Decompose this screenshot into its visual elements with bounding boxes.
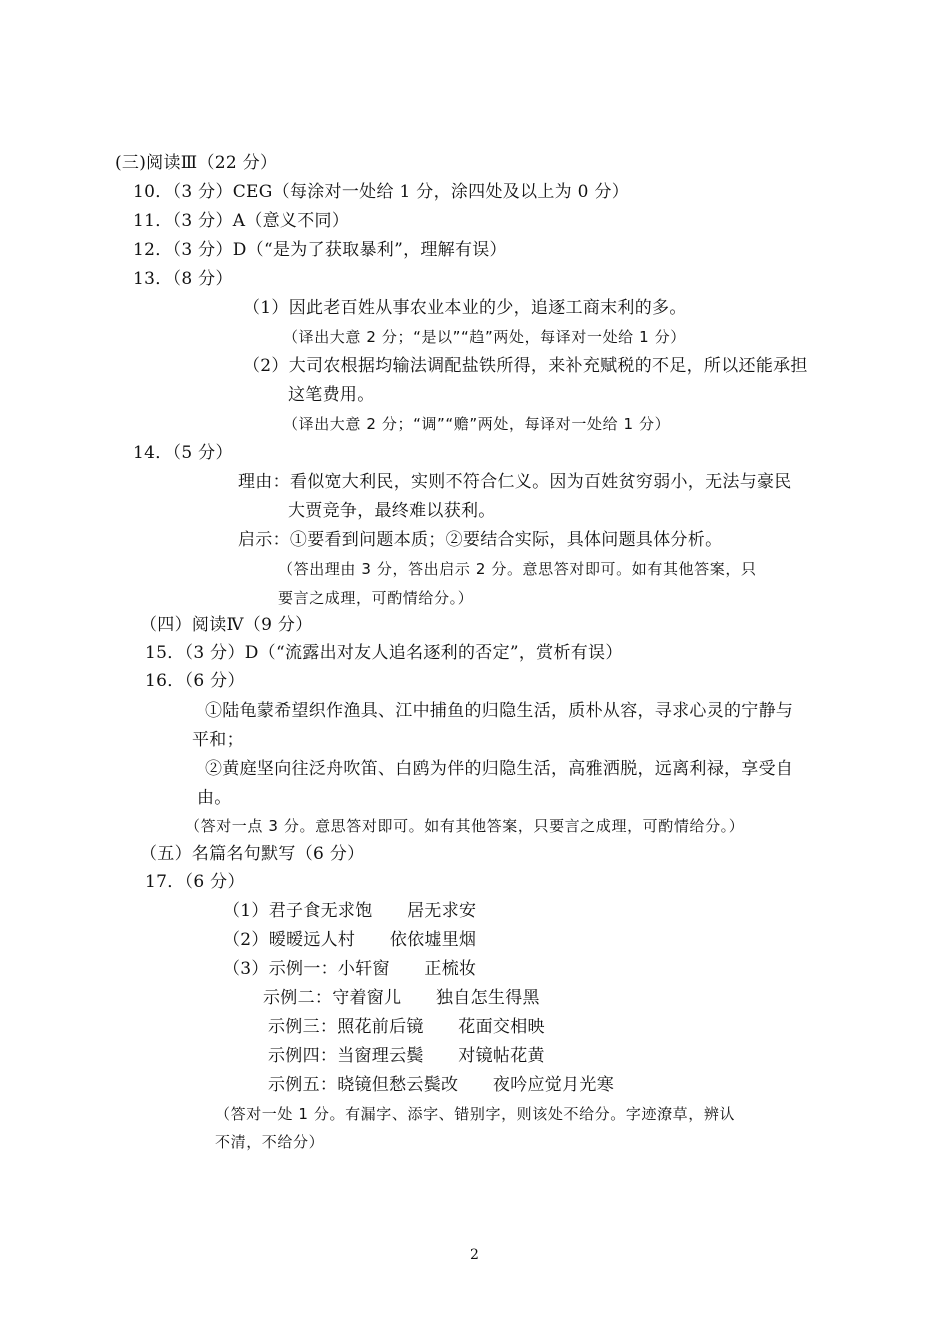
answer-12: 12．（3 分）D（“是为了获取暴利”，理解有误） [133, 240, 507, 260]
answer-17-example2: 示例二：守着窗儿 独自怎生得黑 [263, 988, 540, 1008]
answer-11: 11．（3 分）A（意义不同） [133, 211, 350, 231]
answer-14-head: 14．（5 分） [133, 443, 233, 463]
answer-17-example4: 示例四：当窗理云鬓 对镜帖花黄 [268, 1046, 545, 1066]
answer-17-line3: （3）示例一：小轩窗 正梳妆 [223, 959, 477, 979]
answer-16-point1-line2: 平和； [192, 730, 244, 750]
page-number: 2 [470, 1247, 480, 1263]
answer-13-2-line2: 这笔费用。 [288, 385, 375, 405]
answer-17-line1: （1）君子食无求饱 居无求安 [223, 901, 477, 921]
section-3-title: (三)阅读Ⅲ（22 分） [115, 153, 278, 173]
answer-17-head: 17．（6 分） [145, 872, 245, 892]
answer-15: 15．（3 分）D（“流露出对友人追名逐利的否定”，赏析有误） [145, 643, 623, 663]
scoring-note-16: （答对一点 3 分。意思答对即可。如有其他答案，只要言之成理，可酌情给分。） [185, 817, 745, 835]
answer-14-reason-line1: 理由：看似宽大利民，实则不符合仁义。因为百姓贫穷弱小，无法与豪民 [238, 472, 792, 492]
answer-16-point1-line1: ①陆龟蒙希望织作渔具、江中捕鱼的归隐生活，质朴从容，寻求心灵的宁静与 [205, 701, 794, 721]
answer-16-head: 16．（6 分） [145, 671, 245, 691]
scoring-note-14-line2: 要言之成理，可酌情给分。） [278, 589, 474, 607]
answer-17-line2: （2）暧暧远人村 依依墟里烟 [223, 930, 477, 950]
answer-10: 10．（3 分）CEG（每涂对一处给 1 分，涂四处及以上为 0 分） [133, 182, 630, 202]
section-5-title: （五）名篇名句默写（6 分） [140, 844, 365, 864]
answer-16-point2-line1: ②黄庭坚向往泛舟吹笛、白鸥为伴的归隐生活，高雅洒脱，远离利禄，享受自 [205, 759, 794, 779]
answer-14-reason-line2: 大贾竞争，最终难以获利。 [288, 501, 496, 521]
scoring-note-14-line1: （答出理由 3 分，答出启示 2 分。意思答对即可。如有其他答案，只 [278, 560, 757, 578]
answer-13-1: （1）因此老百姓从事农业本业的少，追逐工商末利的多。 [243, 298, 687, 318]
section-4-title: （四）阅读Ⅳ（9 分） [140, 615, 313, 635]
answer-16-point2-line2: 由。 [197, 788, 232, 808]
answer-14-insight: 启示：①要看到问题本质；②要结合实际，具体问题具体分析。 [238, 530, 723, 550]
answer-17-example3: 示例三：照花前后镜 花面交相映 [268, 1017, 545, 1037]
scoring-note-13-1: （译出大意 2 分；“是以”“趋”两处，每译对一处给 1 分） [283, 328, 686, 346]
scoring-note-13-2: （译出大意 2 分；“调”“赡”两处，每译对一处给 1 分） [283, 415, 671, 433]
answer-13-head: 13．（8 分） [133, 269, 233, 289]
answer-13-2-line1: （2）大司农根据均输法调配盐铁所得，来补充赋税的不足，所以还能承担 [243, 356, 808, 376]
answer-17-example5: 示例五：晓镜但愁云鬓改 夜吟应觉月光寒 [268, 1075, 614, 1095]
scoring-note-17-line2: 不清，不给分） [215, 1133, 325, 1151]
scoring-note-17-line1: （答对一处 1 分。有漏字、添字、错别字，则该处不给分。字迹潦草，辨认 [215, 1105, 736, 1123]
